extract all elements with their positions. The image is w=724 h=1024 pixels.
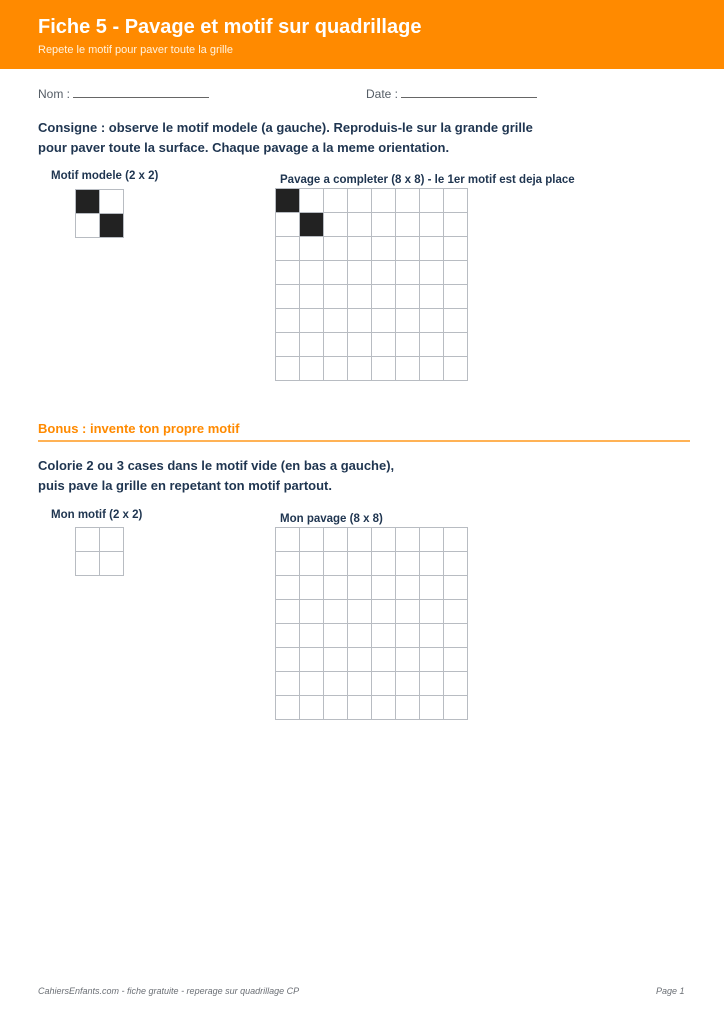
grid-cell[interactable] (276, 624, 300, 648)
grid-cell[interactable] (276, 213, 300, 237)
grid-cell[interactable] (444, 648, 468, 672)
grid-cell[interactable] (396, 672, 420, 696)
grid-cell[interactable] (300, 261, 324, 285)
mon-pavage-grid[interactable] (275, 527, 468, 720)
grid-cell[interactable] (300, 552, 324, 576)
grid-cell[interactable] (300, 285, 324, 309)
grid-cell[interactable] (348, 552, 372, 576)
bonus-title: Bonus : invente ton propre motif (38, 421, 240, 436)
grid-cell[interactable] (396, 261, 420, 285)
motif-cell[interactable] (100, 528, 124, 552)
motif-cell (100, 214, 124, 238)
grid-cell[interactable] (276, 261, 300, 285)
grid-cell[interactable] (324, 696, 348, 720)
grid-cell[interactable] (420, 309, 444, 333)
section-divider (38, 440, 690, 442)
grid-cell[interactable] (420, 552, 444, 576)
motif-cell (76, 214, 100, 238)
grid-cell[interactable] (444, 189, 468, 213)
grid-cell[interactable] (420, 528, 444, 552)
grid-cell[interactable] (372, 357, 396, 381)
bonus-line-1: Colorie 2 ou 3 cases dans le motif vide (en bas a gauche), (38, 458, 395, 473)
grid-cell[interactable] (276, 309, 300, 333)
grid-cell[interactable] (300, 696, 324, 720)
consigne-text (38, 118, 533, 158)
grid-cell[interactable] (444, 672, 468, 696)
grid-cell[interactable] (372, 309, 396, 333)
grid-cell[interactable] (420, 576, 444, 600)
grid-cell[interactable] (300, 357, 324, 381)
consigne-line-2: pour paver toute la surface. Chaque pavage a la meme orientation. (38, 140, 450, 155)
grid-cell[interactable] (324, 552, 348, 576)
grid-cell[interactable] (300, 672, 324, 696)
grid-cell[interactable] (372, 624, 396, 648)
date-field[interactable] (366, 87, 537, 101)
grid-cell[interactable] (276, 696, 300, 720)
grid-cell[interactable] (420, 672, 444, 696)
grid-cell[interactable] (348, 600, 372, 624)
grid-cell[interactable] (372, 189, 396, 213)
mon-motif-grid[interactable] (75, 527, 124, 576)
motif-cell (76, 190, 100, 214)
page-title: Fiche 5 - Pavage et motif sur quadrillage (38, 16, 422, 38)
grid-cell[interactable] (396, 600, 420, 624)
grid-cell[interactable] (276, 672, 300, 696)
date-label: Date : (366, 87, 399, 101)
grid-cell[interactable] (276, 552, 300, 576)
grid-cell[interactable] (444, 261, 468, 285)
grid-cell[interactable] (372, 672, 396, 696)
grid-cell[interactable] (348, 309, 372, 333)
grid-cell[interactable] (324, 672, 348, 696)
grid-cell[interactable] (348, 237, 372, 261)
grid-cell[interactable] (348, 357, 372, 381)
grid-cell[interactable] (324, 285, 348, 309)
grid-cell[interactable] (324, 333, 348, 357)
grid-cell[interactable] (372, 285, 396, 309)
grid-cell[interactable] (372, 213, 396, 237)
grid-cell[interactable] (300, 189, 324, 213)
grid-cell[interactable] (300, 237, 324, 261)
header-banner (0, 0, 724, 69)
grid-cell[interactable] (300, 333, 324, 357)
grid-cell[interactable] (276, 189, 300, 213)
grid-cell[interactable] (276, 648, 300, 672)
grid-cell[interactable] (348, 624, 372, 648)
motif-cell[interactable] (100, 552, 124, 576)
grid-cell[interactable] (276, 576, 300, 600)
grid-cell[interactable] (300, 600, 324, 624)
nom-line[interactable] (73, 87, 209, 98)
consigne-line-1: Consigne : observe le motif modele (a gauche). Reproduis-le sur la grande grille (38, 120, 533, 135)
grid-cell[interactable] (444, 696, 468, 720)
grid-cell[interactable] (420, 333, 444, 357)
grid-cell[interactable] (444, 309, 468, 333)
mon-motif-label: Mon motif (2 x 2) (51, 509, 143, 521)
grid-cell[interactable] (420, 357, 444, 381)
grid-cell[interactable] (444, 333, 468, 357)
grid-cell[interactable] (396, 357, 420, 381)
grid-cell[interactable] (348, 576, 372, 600)
grid-cell[interactable] (420, 600, 444, 624)
grid-cell[interactable] (396, 648, 420, 672)
grid-cell[interactable] (396, 624, 420, 648)
grid-cell[interactable] (444, 624, 468, 648)
motif-modele-grid (75, 189, 124, 238)
grid-cell[interactable] (396, 333, 420, 357)
grid-cell[interactable] (348, 285, 372, 309)
page-number: Page 1 (656, 986, 685, 996)
grid-cell[interactable] (396, 285, 420, 309)
grid-cell[interactable] (444, 237, 468, 261)
pavage-grid-label: Pavage a completer (8 x 8) - le 1er motif est deja place (280, 174, 575, 186)
motif-cell (100, 190, 124, 214)
grid-cell[interactable] (300, 648, 324, 672)
grid-cell[interactable] (396, 189, 420, 213)
grid-cell[interactable] (348, 648, 372, 672)
grid-cell[interactable] (324, 309, 348, 333)
grid-cell[interactable] (372, 333, 396, 357)
grid-cell[interactable] (396, 528, 420, 552)
grid-cell[interactable] (444, 528, 468, 552)
grid-cell[interactable] (300, 309, 324, 333)
grid-cell[interactable] (420, 696, 444, 720)
grid-cell[interactable] (420, 261, 444, 285)
motif-cell[interactable] (76, 552, 100, 576)
grid-cell[interactable] (348, 213, 372, 237)
grid-cell[interactable] (324, 600, 348, 624)
nom-field[interactable] (38, 87, 209, 101)
grid-cell[interactable] (396, 696, 420, 720)
grid-cell[interactable] (372, 696, 396, 720)
grid-cell[interactable] (348, 333, 372, 357)
grid-cell[interactable] (372, 600, 396, 624)
grid-cell[interactable] (324, 237, 348, 261)
grid-cell[interactable] (396, 213, 420, 237)
grid-cell[interactable] (444, 576, 468, 600)
grid-cell[interactable] (444, 213, 468, 237)
grid-cell[interactable] (420, 648, 444, 672)
grid-cell[interactable] (276, 600, 300, 624)
grid-cell[interactable] (420, 237, 444, 261)
grid-cell[interactable] (396, 309, 420, 333)
grid-cell[interactable] (276, 333, 300, 357)
grid-cell[interactable] (372, 261, 396, 285)
grid-cell[interactable] (372, 528, 396, 552)
grid-cell[interactable] (396, 552, 420, 576)
motif-modele-label: Motif modele (2 x 2) (51, 170, 159, 182)
page-subtitle: Repete le motif pour paver toute la grille (38, 44, 234, 56)
grid-cell[interactable] (300, 576, 324, 600)
grid-cell[interactable] (396, 237, 420, 261)
grid-cell[interactable] (372, 648, 396, 672)
grid-cell[interactable] (444, 600, 468, 624)
grid-cell[interactable] (420, 213, 444, 237)
pavage-grid[interactable] (275, 188, 468, 381)
grid-cell[interactable] (348, 189, 372, 213)
grid-cell[interactable] (444, 357, 468, 381)
grid-cell[interactable] (300, 213, 324, 237)
grid-cell[interactable] (444, 285, 468, 309)
grid-cell[interactable] (444, 552, 468, 576)
grid-cell[interactable] (276, 285, 300, 309)
grid-cell[interactable] (324, 357, 348, 381)
grid-cell[interactable] (372, 237, 396, 261)
mon-pavage-label: Mon pavage (8 x 8) (280, 513, 383, 525)
footer-credit: CahiersEnfants.com - fiche gratuite - reperage sur quadrillage CP (38, 986, 300, 996)
grid-cell[interactable] (420, 189, 444, 213)
grid-cell[interactable] (276, 237, 300, 261)
bonus-line-2: puis pave la grille en repetant ton motif partout. (38, 478, 332, 493)
grid-cell[interactable] (276, 357, 300, 381)
nom-label: Nom : (38, 87, 71, 101)
grid-cell[interactable] (324, 528, 348, 552)
grid-cell[interactable] (396, 576, 420, 600)
motif-cell[interactable] (76, 528, 100, 552)
grid-cell[interactable] (324, 648, 348, 672)
grid-cell[interactable] (420, 624, 444, 648)
grid-cell[interactable] (348, 696, 372, 720)
grid-cell[interactable] (420, 285, 444, 309)
grid-cell[interactable] (324, 261, 348, 285)
bonus-text (38, 456, 394, 496)
grid-cell[interactable] (348, 672, 372, 696)
grid-cell[interactable] (300, 528, 324, 552)
grid-cell[interactable] (348, 528, 372, 552)
grid-cell[interactable] (372, 576, 396, 600)
grid-cell[interactable] (324, 213, 348, 237)
grid-cell[interactable] (372, 552, 396, 576)
grid-cell[interactable] (300, 624, 324, 648)
date-line[interactable] (401, 87, 537, 98)
grid-cell[interactable] (276, 528, 300, 552)
grid-cell[interactable] (324, 624, 348, 648)
grid-cell[interactable] (324, 576, 348, 600)
grid-cell[interactable] (324, 189, 348, 213)
grid-cell[interactable] (348, 261, 372, 285)
